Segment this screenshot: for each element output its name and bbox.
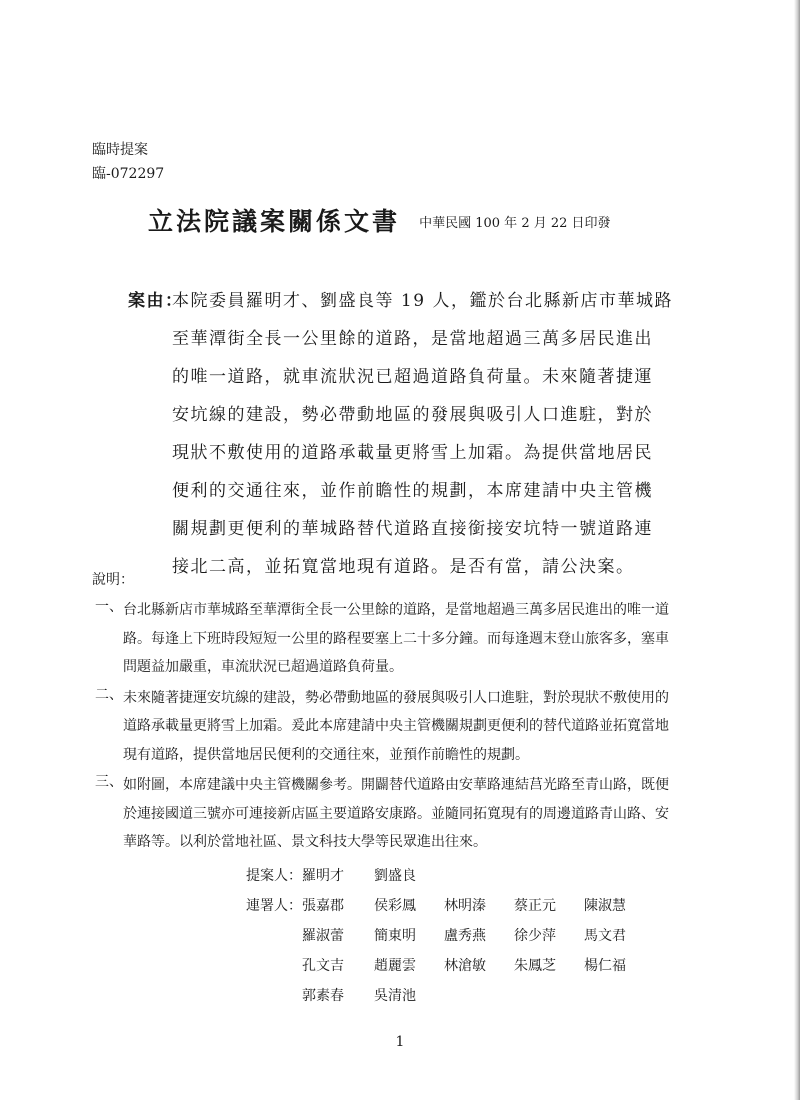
cosigner-name: 楊仁福 — [584, 958, 626, 974]
item-line: 如附圖，本席建議中央主管機關參考。開闢替代道路由安華路連結莒光路至青山路，既便 — [123, 777, 669, 793]
cosigner-name: 簡東明 — [374, 928, 416, 944]
cause-section — [128, 282, 718, 586]
item-line: 路。每逢上下班時段短短一公里的路程要塞上二十多分鐘。而每逢週末登山旅客多，塞車 — [123, 630, 669, 647]
explanation-heading: 說明： — [92, 572, 134, 588]
cosigner-name: 蔡正元 — [514, 898, 556, 914]
document-title: 立法院議案關係文書 — [148, 207, 401, 236]
cause-line: 至華潭街全長一公里餘的道路，是當地超過三萬多居民進出 — [172, 329, 653, 349]
cosigner-name: 林滄敏 — [444, 958, 486, 974]
cosigner-name: 朱鳳芝 — [514, 958, 556, 974]
title-row — [148, 202, 611, 238]
cosigners-row — [246, 980, 654, 1010]
cosigner-name: 盧秀燕 — [444, 928, 486, 944]
explanation-item — [92, 684, 712, 770]
cause-text — [172, 282, 718, 586]
cosigner-name: 孔文吉 — [302, 958, 344, 974]
item-line: 現有道路，提供當地居民便利的交通往來，並預作前瞻性的規劃。 — [123, 746, 529, 763]
proposal-number: 臨-072297 — [92, 166, 165, 182]
item-line: 道路承載量更將雪上加霜。爰此本席建請中央主管機關規劃更便利的替代道路並拓寬當地 — [123, 718, 669, 734]
proposer-name: 羅明才 — [302, 868, 344, 884]
item-line: 未來隨著捷運安坑線的建設，勢必帶動地區的發展與吸引人口進駐，對於現狀不敷使用的 — [123, 689, 669, 706]
scan-edge — [794, 0, 800, 1100]
item-number: 三、 — [95, 774, 123, 790]
cosigner-name: 陳淑慧 — [584, 898, 626, 914]
cosigner-name: 侯彩鳳 — [374, 898, 416, 914]
document-meta — [92, 138, 164, 186]
item-line: 台北縣新店市華城路至華潭街全長一公里餘的道路，是當地超過三萬多居民進出的唯一道 — [123, 602, 669, 618]
explanation-item — [92, 596, 712, 682]
cause-line: 接北二高，並拓寬當地現有道路。是否有當，請公決案。 — [172, 557, 635, 577]
issue-date: 中華民國 100 年 2 月 22 日印發 — [419, 216, 611, 231]
cosigners-label: 連署人： — [246, 898, 302, 914]
item-line: 於連接國道三號亦可連接新店區主要道路安康路。並隨同拓寬現有的周邊道路青山路、安 — [123, 805, 669, 822]
cosigner-name: 馬文君 — [584, 928, 626, 944]
cause-line: 關規劃更便利的華城路替代道路直接銜接安坑特一號道路連 — [172, 519, 653, 539]
cause-line: 便利的交通往來，並作前瞻性的規劃，本席建請中央主管機 — [172, 481, 653, 501]
cosigners-row — [246, 920, 654, 950]
cosigner-name: 張嘉郡 — [302, 898, 344, 914]
cosigner-name: 郭素春 — [302, 988, 344, 1004]
proposal-category: 臨時提案 — [92, 142, 148, 158]
item-number: 二、 — [95, 686, 123, 703]
explanation-section — [92, 566, 712, 859]
proposers-label: 提案人： — [246, 868, 302, 884]
item-line: 問題益加嚴重，車流狀況已超過道路負荷量。 — [123, 659, 403, 675]
signature-block — [246, 860, 654, 1010]
explanation-item — [92, 771, 712, 857]
cosigner-name: 羅淑蕾 — [302, 928, 344, 944]
item-number: 一、 — [95, 599, 123, 615]
cause-line: 現狀不敷使用的道路承載量更將雪上加霜。為提供當地居民 — [172, 443, 653, 463]
cosigners-row — [246, 950, 654, 980]
page-number: 1 — [395, 1034, 405, 1050]
cause-line: 本院委員羅明才、劉盛良等 19 人，鑑於台北縣新店市華城路 — [172, 291, 673, 311]
cosigner-name: 徐少萍 — [514, 928, 556, 944]
proposers-row — [246, 860, 654, 890]
cause-label: 案由： — [128, 291, 184, 311]
cosigner-name: 吳清池 — [374, 988, 416, 1004]
cause-line: 安坑線的建設，勢必帶動地區的發展與吸引人口進駐，對於 — [172, 405, 653, 425]
cause-line: 的唯一道路，就車流狀況已超過道路負荷量。未來隨著捷運 — [172, 367, 653, 387]
cosigner-name: 林明溱 — [444, 898, 486, 914]
item-line: 華路等。以利於當地社區、景文科技大學等民眾進出往來。 — [123, 834, 487, 850]
cosigners-row — [246, 890, 654, 920]
proposer-name: 劉盛良 — [374, 868, 416, 884]
cosigner-name: 趙麗雲 — [374, 958, 416, 974]
